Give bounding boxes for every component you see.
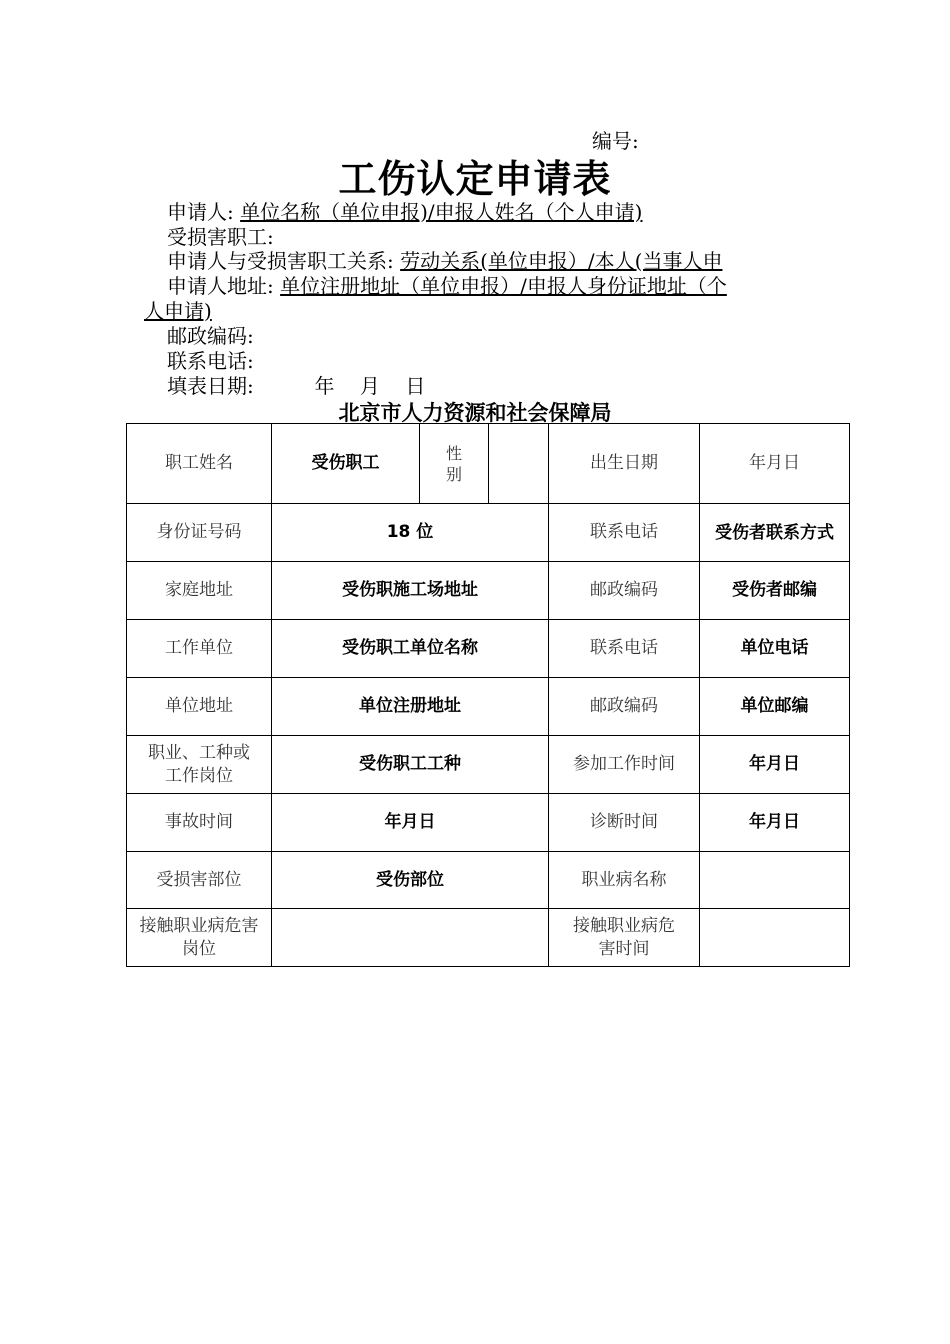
job-value: 受伤职工工种 (272, 736, 549, 794)
disease-name-label: 职业病名称 (549, 852, 700, 909)
relation-label: 申请人与受损害职工关系: (167, 249, 394, 273)
job-label: 职业、工种或工作岗位 (127, 736, 272, 794)
worker-name-label: 职工姓名 (127, 424, 272, 504)
id-number-value: 18 位 (272, 504, 549, 562)
worker-phone-label: 联系电话 (549, 504, 700, 562)
employer-address-value: 单位注册地址 (272, 678, 549, 736)
id-number-label: 身份证号码 (127, 504, 272, 562)
accident-time-label: 事故时间 (127, 794, 272, 852)
applicant-value: 单位名称（单位申报)/申报人姓名（个人申请) (240, 200, 643, 224)
home-postcode-label: 邮政编码 (549, 562, 700, 620)
worker-phone-value: 受伤者联系方式 (700, 504, 850, 562)
home-address-label: 家庭地址 (127, 562, 272, 620)
table-row (127, 504, 850, 562)
hazard-post-value (272, 909, 549, 967)
injured-worker-line (167, 225, 274, 249)
injured-part-value: 受伤部位 (272, 852, 549, 909)
table-row (127, 794, 850, 852)
table-row (127, 562, 850, 620)
work-start-label: 参加工作时间 (549, 736, 700, 794)
employer-phone-label: 联系电话 (549, 620, 700, 678)
employer-phone-value: 单位电话 (700, 620, 850, 678)
table-row (127, 736, 850, 794)
fill-date-label: 填表日期: (167, 374, 254, 398)
injury-application-table (126, 423, 850, 967)
phone-label: 联系电话: (167, 349, 254, 373)
issuing-authority: 北京市人力资源和社会保障局 (338, 400, 612, 425)
employer-address-label: 单位地址 (127, 678, 272, 736)
address-value-line2: 人申请) (144, 299, 212, 323)
form-title: 工伤认定申请表 (338, 157, 612, 201)
injured-part-label: 受损害部位 (127, 852, 272, 909)
employer-postcode-value: 单位邮编 (700, 678, 850, 736)
employer-label: 工作单位 (127, 620, 272, 678)
employer-value: 受伤职工单位名称 (272, 620, 549, 678)
home-postcode-value: 受伤者邮编 (700, 562, 850, 620)
table-row (127, 852, 850, 909)
address-label: 申请人地址: (167, 274, 274, 298)
injured-worker-label: 受损害职工: (167, 225, 274, 249)
address-line (167, 274, 727, 298)
diagnosis-time-value: 年月日 (700, 794, 850, 852)
gender-value (489, 424, 549, 504)
home-address-value: 受伤职施工场地址 (272, 562, 549, 620)
employer-postcode-label: 邮政编码 (549, 678, 700, 736)
hazard-post-label: 接触职业病危害岗位 (127, 909, 272, 967)
birth-date-label: 出生日期 (549, 424, 700, 504)
disease-name-value (700, 852, 850, 909)
fill-date-line (167, 374, 425, 398)
birth-date-value: 年月日 (700, 424, 850, 504)
relation-value: 劳动关系(单位申报）/本人(当事人申 (400, 249, 723, 273)
address-value-line1: 单位注册地址（单位申报）/申报人身份证地址（个 (280, 274, 727, 298)
worker-name-value: 受伤职工 (272, 424, 420, 504)
hazard-time-label: 接触职业病危害时间 (549, 909, 700, 967)
diagnosis-time-label: 诊断时间 (549, 794, 700, 852)
table-row (127, 909, 850, 967)
fill-date-value: 年 月 日 (314, 374, 426, 398)
serial-number-label: 编号: (592, 129, 639, 153)
table-row (127, 620, 850, 678)
gender-label: 性别 (420, 424, 489, 504)
work-start-value: 年月日 (700, 736, 850, 794)
applicant-line (167, 200, 642, 224)
table-row (127, 424, 850, 504)
accident-time-value: 年月日 (272, 794, 549, 852)
relation-line (167, 249, 722, 273)
postcode-label: 邮政编码: (167, 324, 254, 348)
hazard-time-value (700, 909, 850, 967)
applicant-label: 申请人: (167, 200, 234, 224)
table-row (127, 678, 850, 736)
